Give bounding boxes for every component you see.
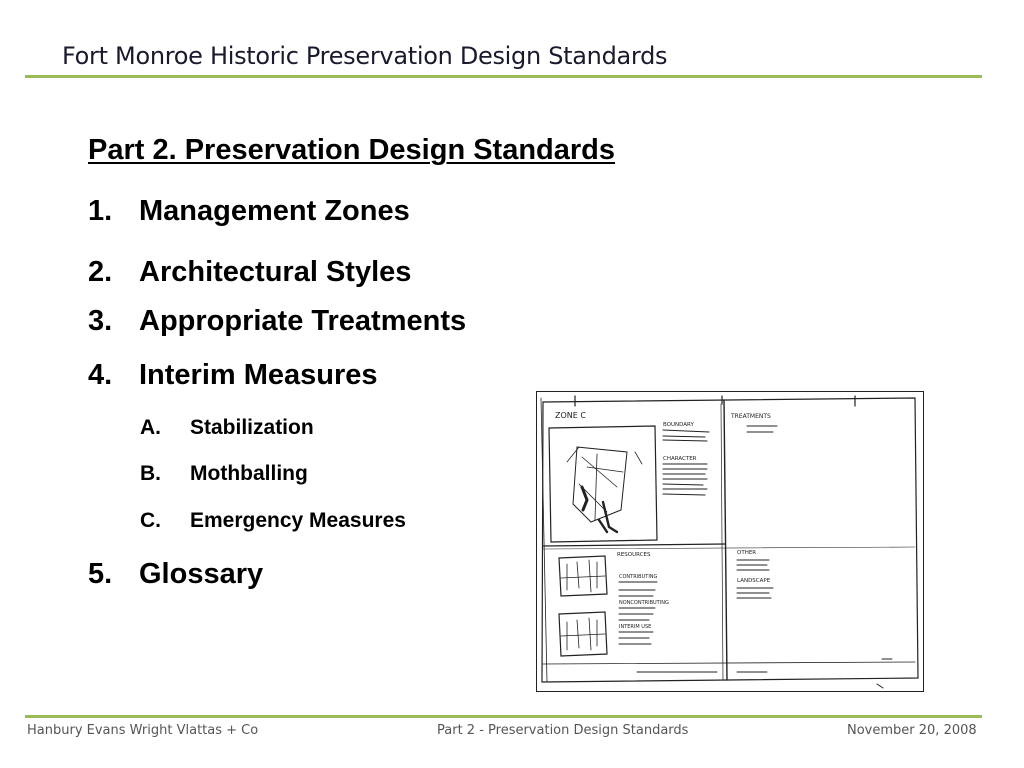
list-item-label: Architectural Styles <box>139 256 412 288</box>
list-item-number: 4. <box>88 359 113 391</box>
footer-date: November 20, 2008 <box>847 723 977 738</box>
sketch-label-contributing: CONTRIBUTING <box>619 574 658 580</box>
list-item-number: 1. <box>88 195 113 227</box>
slide-title: Fort Monroe Historic Preservation Design Standards <box>62 42 668 70</box>
list-item-number: 3. <box>88 305 113 337</box>
layout-sketch-image <box>536 391 924 692</box>
list-item-number: 5. <box>88 558 113 590</box>
sketch-label-resources: RESOURCES <box>617 552 651 558</box>
sketch-label-noncontributing: NONCONTRIBUTING <box>619 600 669 606</box>
sub-item-stabilization <box>140 416 314 440</box>
sketch-label-other: OTHER <box>737 550 757 556</box>
sub-item-letter: A. <box>140 416 161 439</box>
list-item-architectural-styles <box>88 256 411 289</box>
sub-item-letter: C. <box>140 509 161 532</box>
sub-item-letter: B. <box>140 462 161 485</box>
list-item-appropriate-treatments <box>88 305 466 338</box>
section-heading: Part 2. Preservation Design Standards <box>88 134 616 166</box>
footer-divider <box>25 715 982 718</box>
header-divider <box>25 75 982 78</box>
list-item-label: Management Zones <box>139 195 410 227</box>
list-item-number: 2. <box>88 256 113 288</box>
sketch-label-character: CHARACTER <box>663 456 697 462</box>
list-item-interim-measures <box>88 359 378 392</box>
list-item-label: Appropriate Treatments <box>139 305 467 337</box>
list-item-glossary <box>88 558 263 591</box>
sub-item-label: Stabilization <box>190 416 314 439</box>
footer-company: Hanbury Evans Wright Vlattas + Co <box>27 723 259 738</box>
sub-item-emergency-measures <box>140 509 406 533</box>
sub-item-label: Emergency Measures <box>190 509 406 532</box>
footer-section: Part 2 - Preservation Design Standards <box>437 723 689 738</box>
sketch-label-treatments: TREATMENTS <box>731 413 771 420</box>
sketch-label-interim: INTERIM USE <box>619 624 652 630</box>
sketch-label-boundary: BOUNDARY <box>663 422 694 428</box>
sketch-label-zone: ZONE C <box>555 411 586 420</box>
sub-item-label: Mothballing <box>190 462 308 485</box>
list-item-management-zones <box>88 195 410 228</box>
list-item-label: Interim Measures <box>139 359 378 391</box>
sub-item-mothballing <box>140 462 308 486</box>
sketch-label-landscape: LANDSCAPE <box>737 578 771 584</box>
list-item-label: Glossary <box>139 558 264 590</box>
